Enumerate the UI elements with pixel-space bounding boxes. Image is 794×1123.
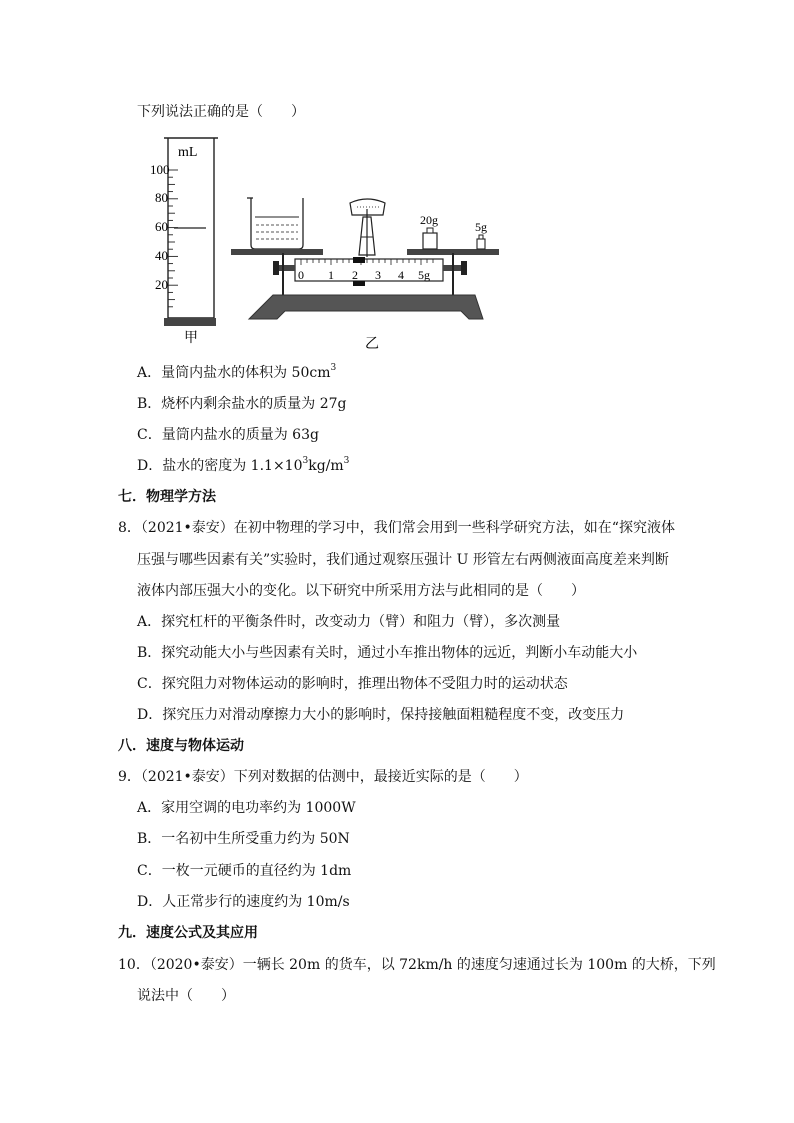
scale-tick-4: 4 bbox=[398, 268, 404, 282]
q9-option-c: C．一枚一元硬币的直径约为 1dm bbox=[137, 863, 352, 879]
q8-option-a: A．探究杠杆的平衡条件时，改变动力（臂）和阻力（臂），多次测量 bbox=[137, 614, 561, 630]
scale-tick-5g: 5g bbox=[418, 268, 430, 282]
left-adjust-screw-icon bbox=[273, 253, 295, 295]
q7-option-b: B．烧杯内剩余盐水的质量为 27g bbox=[137, 396, 347, 412]
scale-tick-1: 1 bbox=[328, 268, 334, 282]
weight-20g-label: 20g bbox=[420, 213, 438, 227]
section-7-heading: 七．物理学方法 bbox=[118, 489, 216, 505]
section-8-heading: 八．速度与物体运动 bbox=[118, 738, 244, 754]
cylinder-tick-label-40: 40 bbox=[155, 248, 168, 263]
q8-option-c: C．探究阻力对物体运动的影响时，推理出物体不受阻力时的运动状态 bbox=[137, 676, 568, 692]
beaker-icon bbox=[247, 198, 303, 249]
q7-option-d bbox=[137, 456, 349, 476]
cylinder-label: 甲 bbox=[184, 331, 198, 346]
balance-label: 乙 bbox=[365, 337, 379, 352]
cylinder-tick-label-100: 100 bbox=[150, 162, 170, 177]
cylinder-tick-label-60: 60 bbox=[155, 219, 168, 234]
q10-stem-line1: 10．（2020•泰安）一辆长 20m 的货车，以 72km/h 的速度匀速通过长为 100m 的大桥，下列 bbox=[118, 957, 716, 973]
weight-20g-icon bbox=[423, 228, 437, 249]
q8-stem-line3: 液体内部压强大小的变化。以下研究中所采用方法与此相同的是（ ） bbox=[137, 583, 585, 599]
cylinder-tick-marks bbox=[168, 170, 178, 307]
cylinder-tick-label-80: 80 bbox=[155, 190, 168, 205]
q10-stem-line2: 说法中（ ） bbox=[137, 988, 235, 1004]
q7-option-d-text: D．盐水的密度为 1.1×10 bbox=[137, 458, 303, 474]
section-9-heading: 九．速度公式及其应用 bbox=[118, 925, 258, 941]
pointer-dial-icon bbox=[350, 199, 385, 257]
q7-option-d-sup2: 3 bbox=[343, 456, 350, 467]
q9-option-a: A．家用空调的电功率约为 1000W bbox=[137, 800, 356, 816]
q8-option-d: D．探究压力对滑动摩擦力大小的影响时，保持接触面粗糙程度不变，改变压力 bbox=[137, 707, 625, 723]
q9-stem: 9．（2021•泰安）下列对数据的估测中，最接近实际的是（ ） bbox=[118, 769, 528, 785]
q8-stem-line1: 8．（2021•泰安）在初中物理的学习中，我们常会用到一些科学研究方法，如在“探究液体 bbox=[118, 520, 675, 536]
measuring-cylinder-figure bbox=[150, 130, 230, 350]
weight-5g-label: 5g bbox=[475, 220, 487, 234]
weight-5g-icon bbox=[477, 235, 485, 249]
cylinder-tick-label-20: 20 bbox=[155, 277, 168, 292]
q8-option-b: B．探究动能大小与些因素有关时，通过小车推出物体的远近，判断小车动能大小 bbox=[137, 645, 638, 661]
q7-option-c: C．量筒内盐水的质量为 63g bbox=[137, 427, 319, 443]
q7-option-d-mid: kg/m bbox=[308, 458, 344, 474]
scale-tick-3: 3 bbox=[375, 268, 381, 282]
q9-option-d: D．人正常步行的速度约为 10m/s bbox=[137, 894, 350, 910]
cylinder-unit-label: mL bbox=[178, 145, 198, 160]
q7-option-a bbox=[137, 363, 336, 383]
balance-figure bbox=[225, 195, 515, 355]
q7-option-d-sup1: 3 bbox=[302, 456, 309, 467]
q9-option-b: B．一名初中生所受重力约为 50N bbox=[137, 831, 350, 847]
q7-option-a-text: A．量筒内盐水的体积为 50cm bbox=[137, 365, 331, 381]
right-adjust-screw-icon bbox=[443, 253, 467, 295]
scale-tick-0: 0 bbox=[298, 268, 304, 282]
scale-tick-2: 2 bbox=[352, 268, 358, 282]
q8-stem-line2: 压强与哪些因素有关”实验时，我们通过观察压强计 U 形管左右两侧液面高度差来判断 bbox=[137, 552, 669, 568]
q7-option-a-sup: 3 bbox=[330, 363, 337, 374]
question-intro: 下列说法正确的是（ ） bbox=[137, 104, 305, 120]
